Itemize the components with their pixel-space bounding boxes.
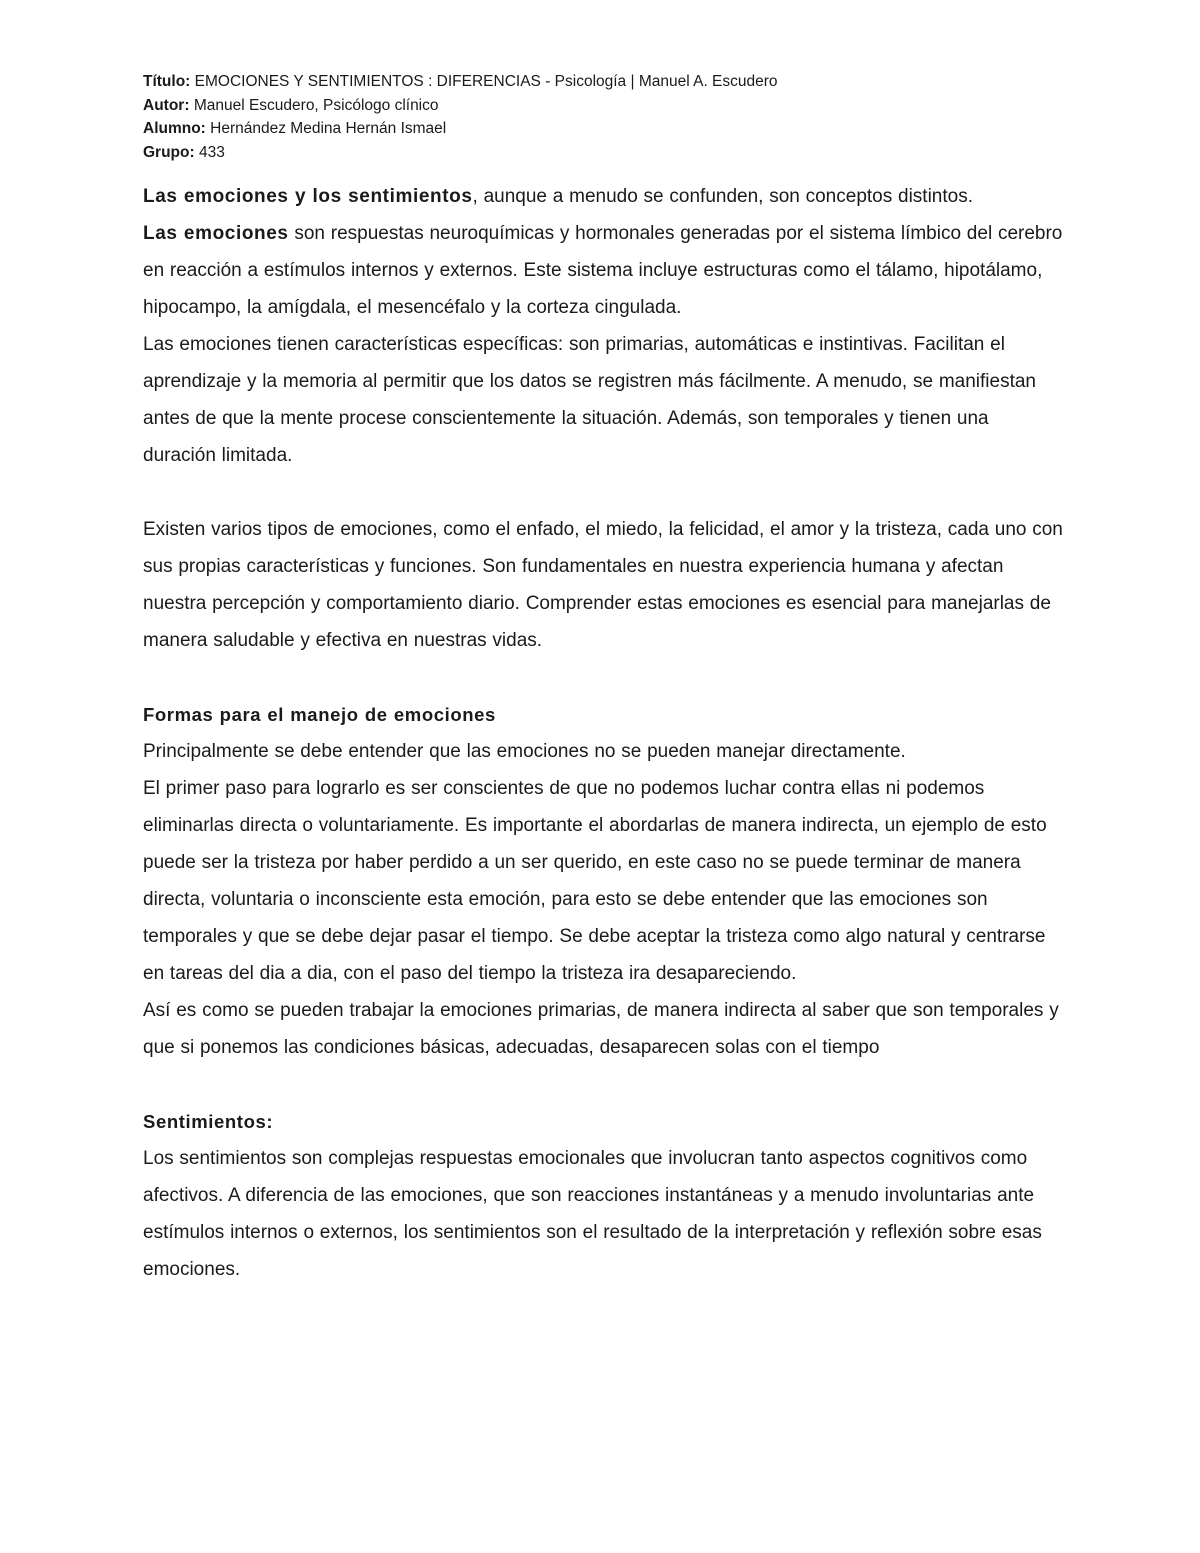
intro-bold-lead: Las emociones y los sentimientos <box>143 186 473 207</box>
feelings-paragraph: Los sentimientos son complejas respuestas emocionales que involucran tanto aspectos cognitivos como afectivos. A diferencia de las emociones, que son reacciones instantáneas y a menudo involuntarias ante estímulos internos o externos, los sentimientos son el resultado de la interpretación y reflexión sobre esas emociones. <box>143 1148 1042 1280</box>
management-paragraph-3: Así es como se pueden trabajar la emociones primarias, de manera indirecta al saber que son temporales y que si ponemos las condiciones básicas, adecuadas, desaparecen solas con el tiempo <box>143 1000 1059 1058</box>
paragraph-spacer <box>143 1066 1063 1103</box>
title-line <box>143 70 1063 94</box>
document-body <box>143 178 1063 1288</box>
paragraph-spacer <box>143 474 1063 511</box>
emotions-characteristics-paragraph: Las emociones tienen características específicas: son primarias, automáticas e instintivas. Facilitan el aprendizaje y la memoria al permitir que los datos se registren más fácilmente. A menudo, se manifiestan antes de que la mente procese conscientemente la situación. Además, son temporales y tienen una duración limitada. <box>143 334 1036 466</box>
student-value: Hernández Medina Hernán Ismael <box>210 120 447 137</box>
group-label: Grupo: <box>143 143 195 161</box>
author-line <box>143 94 1063 118</box>
management-paragraph-1: Principalmente se debe entender que las emociones no se pueden manejar directamente. <box>143 741 906 762</box>
management-paragraph-2: El primer paso para lograrlo es ser conscientes de que no podemos luchar contra ellas ni podemos eliminarlas directa o voluntariamente. Es importante el abordarlas de manera indirecta, un ejemplo de esto puede ser la tristeza por haber perdido a un ser querido, en este caso no se puede terminar de manera directa, voluntaria o inconsciente esta emoción, para esto se debe entender que las emociones son temporales y que se debe dejar pasar el tiempo. Se debe aceptar la tristeza como algo natural y centrarse en tareas del dia a dia, con el paso del tiempo la tristeza ira desapareciendo. <box>143 778 1047 984</box>
title-label: Título: <box>143 73 191 90</box>
emotions-bold-lead: Las emociones <box>143 223 289 244</box>
section-heading-emotion-management: Formas para el manejo de emociones <box>143 704 496 725</box>
intro-rest: , aunque a menudo se confunden, son conceptos distintos. <box>472 186 973 207</box>
paragraph-spacer <box>143 659 1063 696</box>
section-heading-feelings: Sentimientos: <box>143 1111 274 1132</box>
title-value: EMOCIONES Y SENTIMIENTOS : DIFERENCIAS - Psicología | Manuel A. Escudero <box>194 73 778 90</box>
emotions-definition-paragraph <box>143 215 1063 326</box>
intro-paragraph <box>143 178 1063 215</box>
document-page <box>143 70 1063 1288</box>
document-metadata <box>143 70 1063 164</box>
group-value: 433 <box>198 143 225 161</box>
emotion-types-paragraph: Existen varios tipos de emociones, como el enfado, el miedo, la felicidad, el amor y la tristeza, cada uno con sus propias características y funciones. Son fundamentales en nuestra experiencia humana y afectan nuestra percepción y comportamiento diario. Comprender estas emociones es esencial para manejarlas de manera saludable y efectiva en nuestras vidas. <box>143 519 1063 651</box>
emotions-definition-rest: son respuestas neuroquímicas y hormonales generadas por el sistema límbico del cerebro en reacción a estímulos internos y externos. Este sistema incluye estructuras como el tálamo, hipotálamo, hipocampo, la amígdala, el mesencéfalo y la corteza cingulada. <box>143 223 1063 318</box>
author-label: Autor: <box>143 96 190 114</box>
group-line <box>143 141 1063 165</box>
student-label: Alumno: <box>143 120 206 137</box>
student-line <box>143 117 1063 141</box>
author-value: Manuel Escudero, Psicólogo clínico <box>193 96 439 114</box>
